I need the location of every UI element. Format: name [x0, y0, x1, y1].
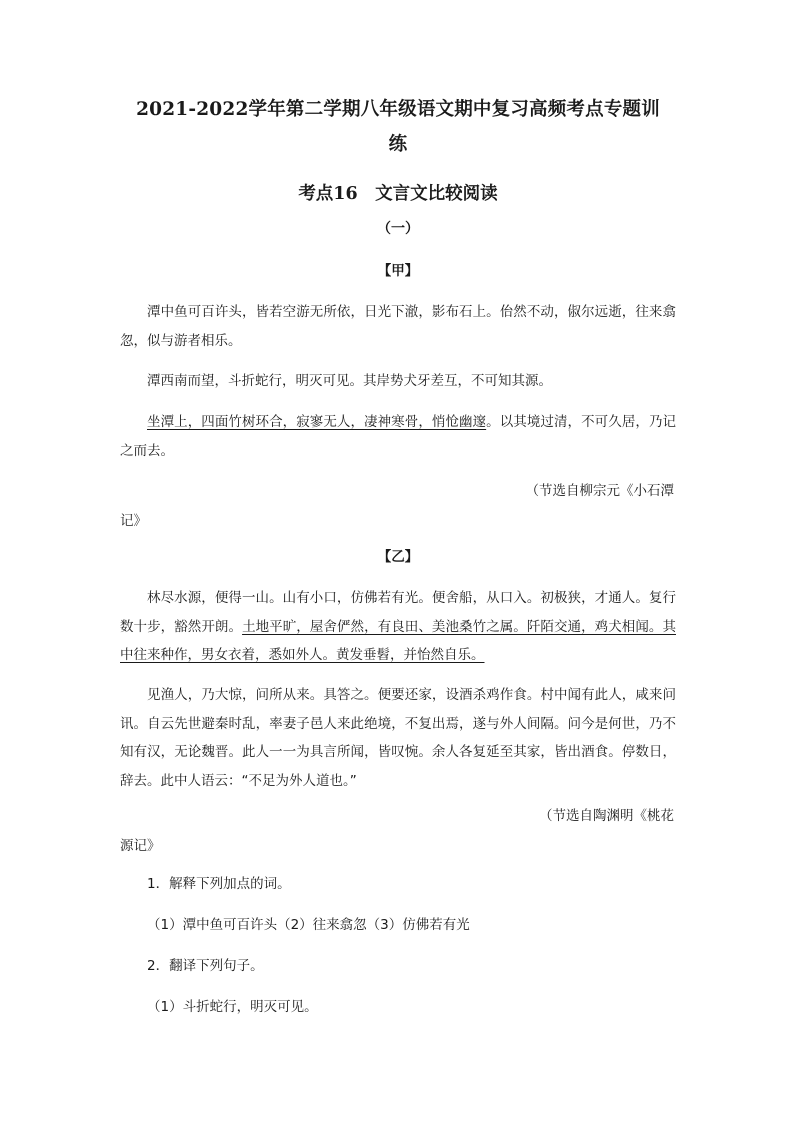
source-line2: 源记》 [120, 838, 161, 854]
section-number: （一） [377, 221, 419, 237]
source-line1: （节选自陶渊明《桃花 [539, 808, 674, 824]
topic-title: 考点16 文言文比较阅读 [298, 184, 498, 204]
passage-jia-source [120, 476, 676, 536]
passage-yi-source [120, 801, 676, 861]
passage-yi-paragraph-2: 见渔人，乃大惊，问所从来。具答之。便要还家，设酒杀鸡作食。村中闻有此人，咸来问讯。自云先世避秦时乱，率妻子邑人来此绝境，不复出焉，遂与外人间隔。问今是何世，乃不知有汉，无论魏晋。此人一一为具言所闻，皆叹惋。余人各复延至其家，皆出酒食。停数日，辞去。此中人语云：“不足为外人道也。” [120, 687, 676, 789]
underlined-sentence: 坐潭上，四面竹树环合，寂寥无人，凄神寒骨，悄怆幽邃 [147, 414, 487, 430]
document-title-line1: 2021-2022学年第二学期八年级语文期中复习高频考点专题训 [136, 99, 660, 120]
document-title [120, 92, 676, 162]
source-line2: 记》 [120, 513, 147, 529]
question-1-items: （1）潭中鱼可百许头（2）往来翕忽（3）仿佛若有光 [147, 917, 470, 933]
question-1: 1．解释下列加点的词。 [147, 876, 291, 892]
source-line1: （节选自柳宗元《小石潭 [525, 483, 674, 499]
passage-jia-label: 【甲】 [377, 263, 419, 279]
passage-jia-paragraph-3 [120, 408, 676, 465]
paragraph-text: 林尽水源，便得一山。山有小口，仿佛若有光。便舍船，从口入。初极狭，才通人。复行数十步，豁然开朗。 [120, 590, 676, 635]
question-2-item-1: （1）斗折蛇行，明灭可见。 [147, 999, 318, 1015]
paragraph-text: 。以其境过清，不可久居，乃记之而去。 [120, 414, 677, 459]
underlined-sentence: 土地平旷，屋舍俨然，有良田、美池桑竹之属。阡陌交通，鸡犬相闻。其中往来种作，男女衣着，悉如外人。黄发垂髫，并怡然自乐。 [120, 618, 676, 663]
question-2: 2．翻译下列句子。 [147, 958, 264, 974]
document-title-line2: 练 [388, 134, 408, 155]
passage-jia-paragraph-1: 潭中鱼可百许头，皆若空游无所依，日光下澈，影布石上。佁然不动，俶尔远逝，往来翕忽，似与游者相乐。 [120, 304, 676, 349]
passage-yi-paragraph-1 [120, 584, 676, 670]
passage-yi-label: 【乙】 [377, 549, 419, 565]
passage-jia-paragraph-2: 潭西南而望，斗折蛇行，明灭可见。其岸势犬牙差互，不可知其源。 [147, 373, 552, 389]
